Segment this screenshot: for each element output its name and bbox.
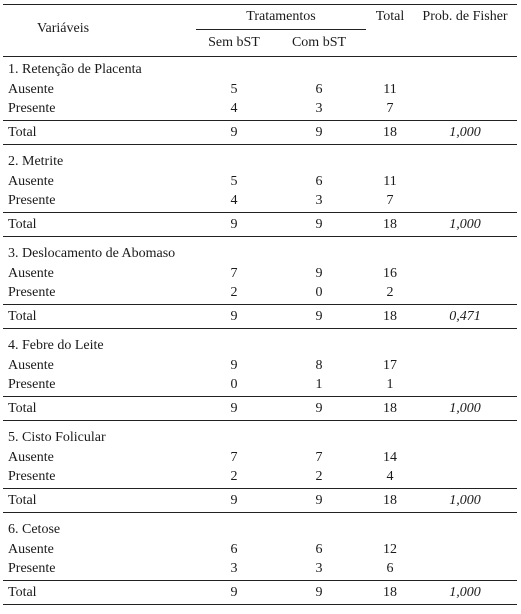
total-com-bst: 9 (315, 401, 323, 416)
cell-com-bst: 2 (315, 469, 323, 484)
row-label: Presente (8, 193, 56, 208)
cell-total: 6 (386, 561, 394, 576)
total-com-bst: 9 (315, 125, 323, 140)
cell-sem-bst: 2 (230, 285, 238, 300)
cell-com-bst: 3 (315, 193, 323, 208)
cell-com-bst: 7 (315, 450, 323, 465)
total-sem-bst: 9 (230, 217, 238, 232)
row-label: Ausente (8, 542, 54, 557)
treatments-rule (196, 29, 366, 30)
cell-total: 7 (386, 193, 394, 208)
section-bottom-rule (3, 328, 517, 329)
cell-sem-bst: 5 (230, 82, 238, 97)
row-label: Ausente (8, 266, 54, 281)
total-value: 18 (383, 493, 397, 508)
header-com-bst: Com bST (291, 35, 347, 50)
total-value: 18 (383, 125, 397, 140)
section-title: 6. Cetose (8, 522, 61, 537)
section-bottom-rule (3, 512, 517, 513)
cell-com-bst: 6 (315, 542, 323, 557)
fisher-probability: 1,000 (449, 125, 481, 140)
row-label: Presente (8, 101, 56, 116)
fisher-probability: 0,471 (449, 309, 481, 324)
cell-sem-bst: 6 (230, 542, 238, 557)
fisher-probability: 1,000 (449, 585, 481, 600)
cell-total: 2 (386, 285, 394, 300)
cell-sem-bst: 5 (230, 174, 238, 189)
row-label: Ausente (8, 82, 54, 97)
cell-com-bst: 6 (315, 174, 323, 189)
total-rule (3, 488, 517, 489)
header-variables: Variáveis (36, 21, 90, 36)
cell-sem-bst: 3 (230, 561, 238, 576)
total-com-bst: 9 (315, 585, 323, 600)
cell-com-bst: 6 (315, 82, 323, 97)
total-value: 18 (383, 585, 397, 600)
cell-sem-bst: 7 (230, 266, 238, 281)
cell-total: 1 (386, 377, 394, 392)
cell-total: 16 (383, 266, 397, 281)
total-rule (3, 580, 517, 581)
total-label: Total (8, 493, 37, 508)
table-top-rule (3, 4, 517, 5)
header-fisher: Prob. de Fisher (422, 9, 508, 24)
cell-total: 11 (383, 82, 397, 97)
fisher-probability: 1,000 (449, 401, 481, 416)
row-label: Presente (8, 377, 56, 392)
total-label: Total (8, 309, 37, 324)
fisher-probability: 1,000 (449, 217, 481, 232)
row-label: Ausente (8, 174, 54, 189)
total-sem-bst: 9 (230, 125, 238, 140)
total-sem-bst: 9 (230, 493, 238, 508)
cell-sem-bst: 0 (230, 377, 238, 392)
total-label: Total (8, 401, 37, 416)
cell-total: 11 (383, 174, 397, 189)
total-sem-bst: 9 (230, 401, 238, 416)
total-value: 18 (383, 217, 397, 232)
total-rule (3, 304, 517, 305)
total-com-bst: 9 (315, 493, 323, 508)
cell-com-bst: 1 (315, 377, 323, 392)
header-treatments: Tratamentos (246, 9, 316, 24)
section-title: 5. Cisto Folicular (8, 430, 106, 445)
cell-sem-bst: 4 (230, 193, 238, 208)
fisher-probability: 1,000 (449, 493, 481, 508)
cell-com-bst: 3 (315, 561, 323, 576)
total-com-bst: 9 (315, 217, 323, 232)
cell-com-bst: 8 (315, 358, 323, 373)
cell-total: 7 (386, 101, 394, 116)
total-sem-bst: 9 (230, 309, 238, 324)
section-title: 1. Retenção de Placenta (8, 62, 142, 77)
section-bottom-rule (3, 420, 517, 421)
total-rule (3, 396, 517, 397)
cell-com-bst: 3 (315, 101, 323, 116)
row-label: Presente (8, 285, 56, 300)
total-sem-bst: 9 (230, 585, 238, 600)
total-rule (3, 120, 517, 121)
cell-com-bst: 9 (315, 266, 323, 281)
cell-sem-bst: 4 (230, 101, 238, 116)
header-sem-bst: Sem bST (208, 35, 260, 50)
total-label: Total (8, 585, 37, 600)
section-title: 4. Febre do Leite (8, 338, 104, 353)
row-label: Ausente (8, 358, 54, 373)
total-com-bst: 9 (315, 309, 323, 324)
header-total: Total (375, 9, 405, 24)
cell-com-bst: 0 (315, 285, 323, 300)
section-bottom-rule (3, 236, 517, 237)
total-value: 18 (383, 309, 397, 324)
cell-total: 4 (386, 469, 394, 484)
row-label: Ausente (8, 450, 54, 465)
total-label: Total (8, 125, 37, 140)
cell-total: 14 (383, 450, 397, 465)
header-bottom-rule (3, 56, 517, 57)
section-title: 3. Deslocamento de Abomaso (8, 246, 176, 261)
row-label: Presente (8, 561, 56, 576)
cell-total: 12 (383, 542, 397, 557)
total-label: Total (8, 217, 37, 232)
cell-sem-bst: 7 (230, 450, 238, 465)
total-rule (3, 212, 517, 213)
section-bottom-rule (3, 144, 517, 145)
section-bottom-rule (3, 604, 517, 605)
total-value: 18 (383, 401, 397, 416)
cell-total: 17 (383, 358, 397, 373)
row-label: Presente (8, 469, 56, 484)
cell-sem-bst: 9 (230, 358, 238, 373)
cell-sem-bst: 2 (230, 469, 238, 484)
section-title: 2. Metrite (8, 154, 64, 169)
